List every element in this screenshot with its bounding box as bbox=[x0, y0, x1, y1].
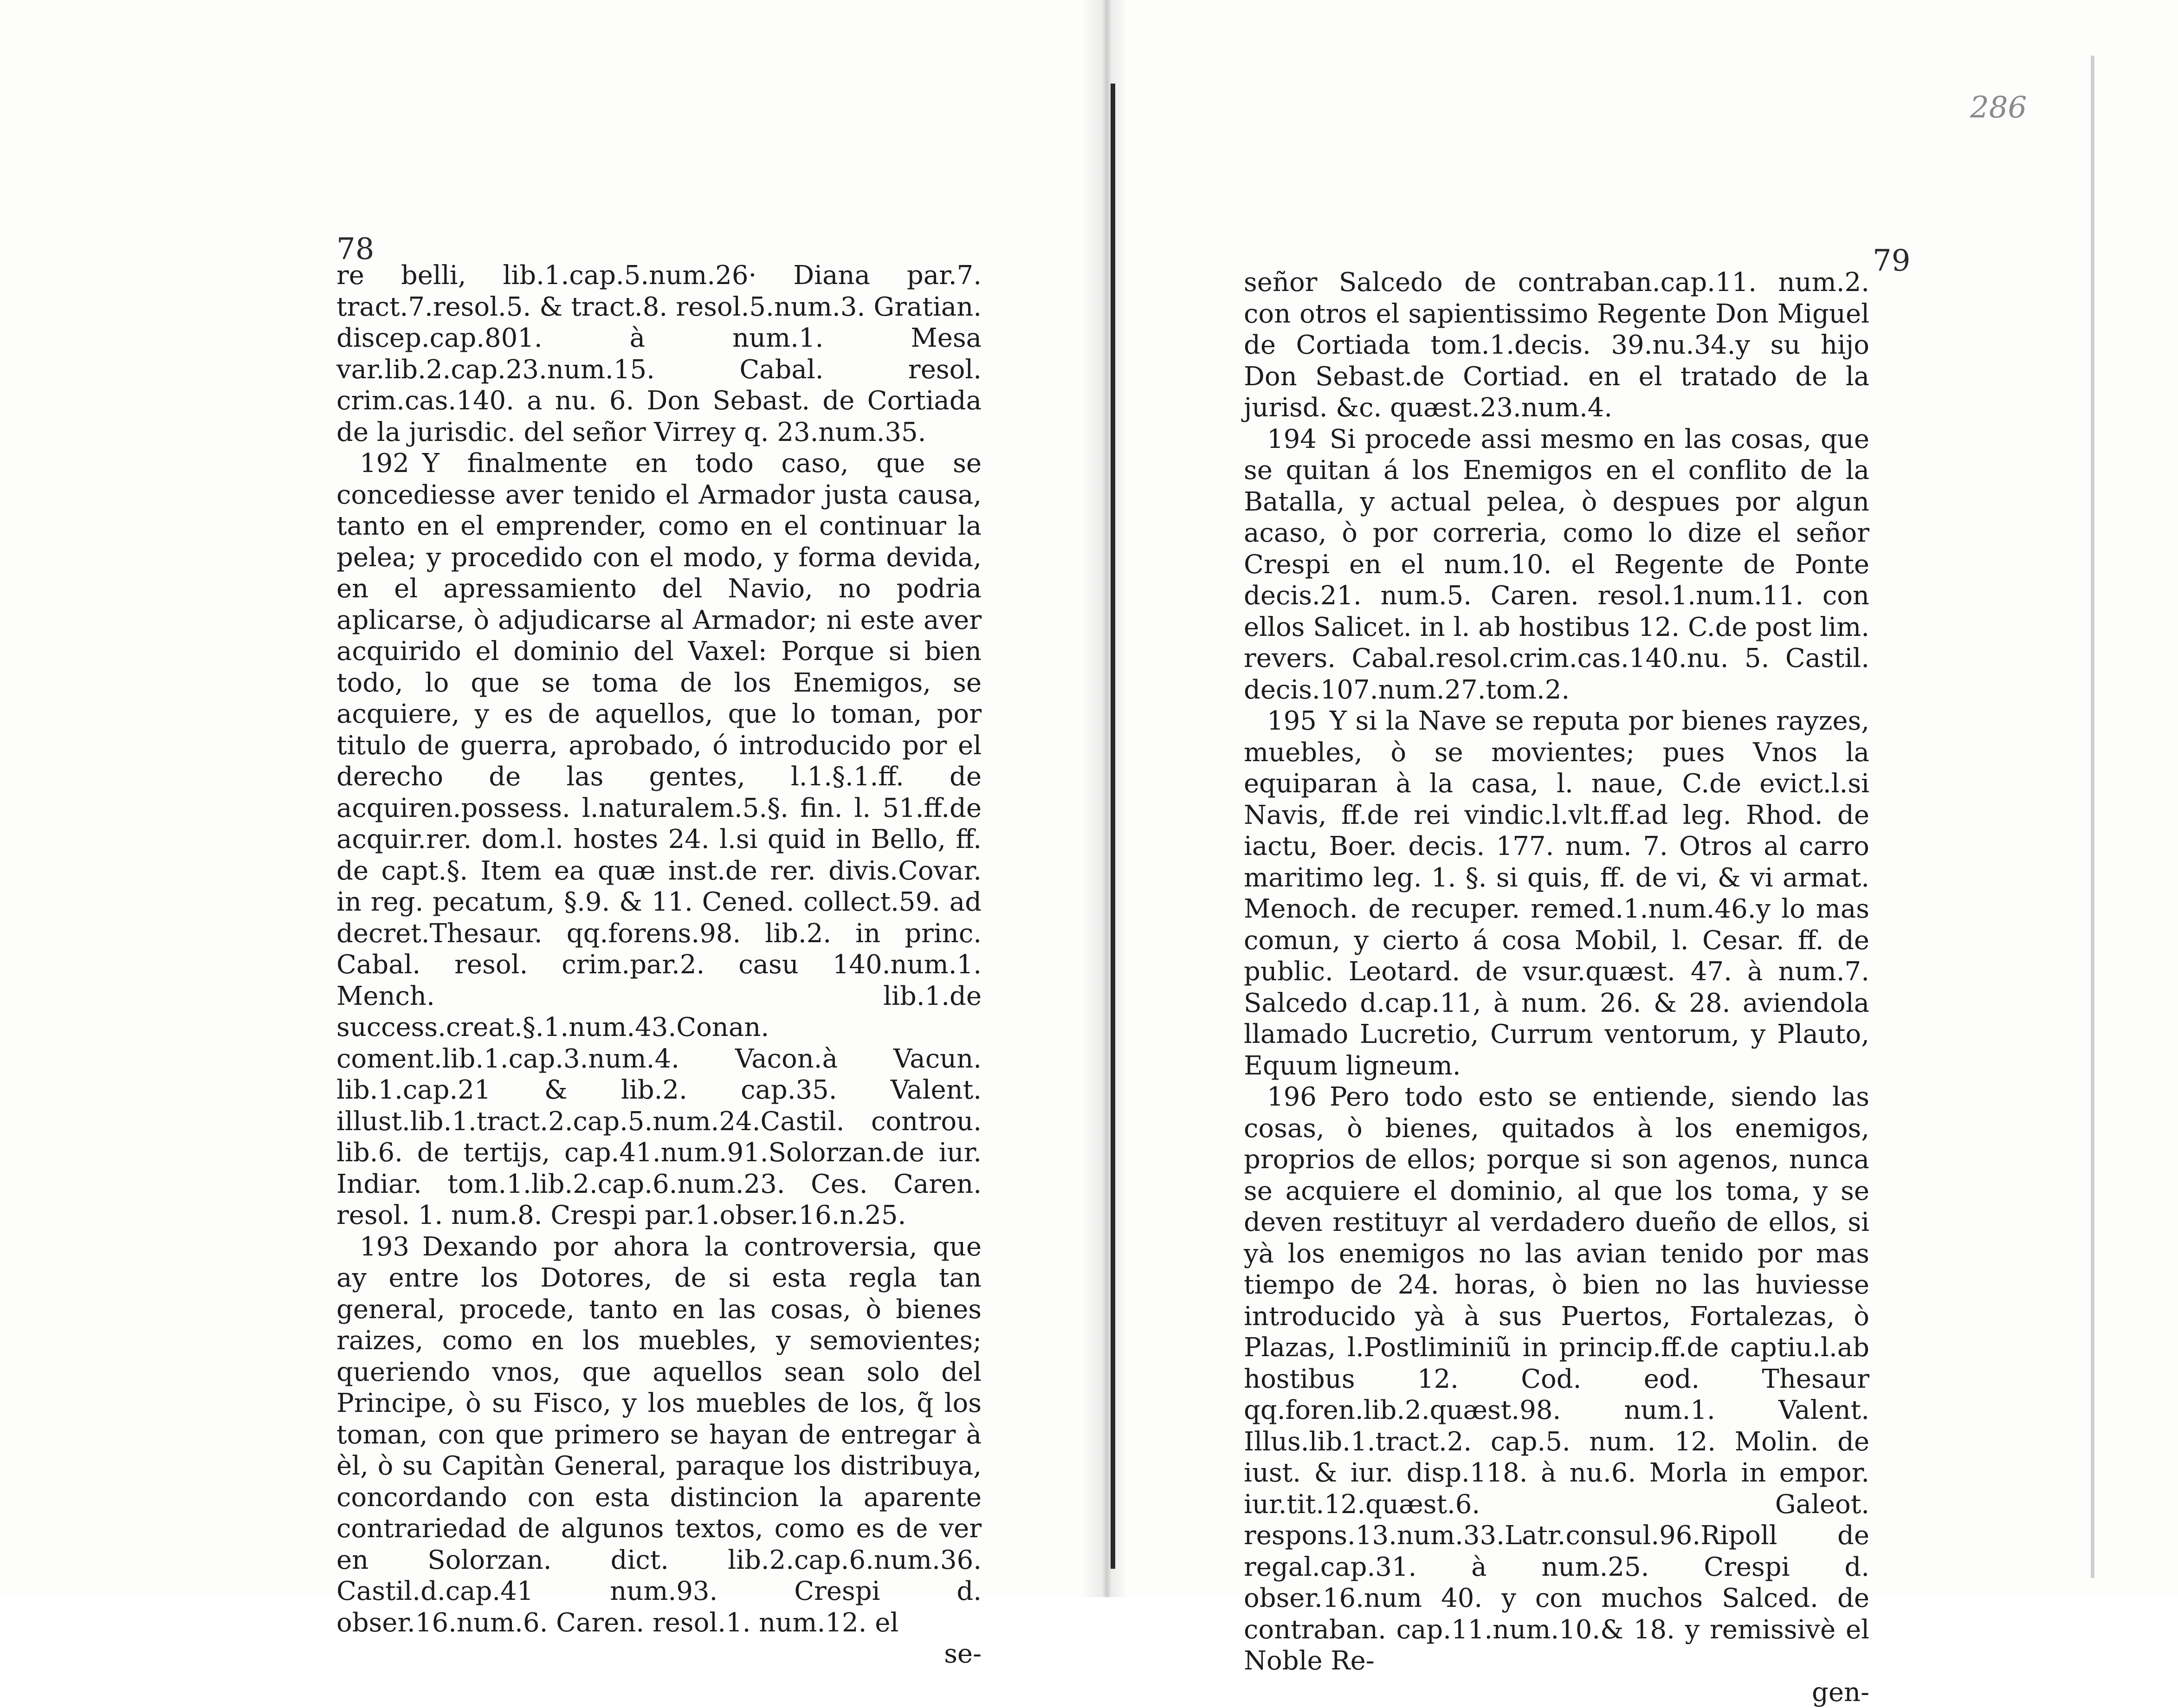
paragraph-text: Y si la Nave se reputa por bienes rayzes, muebles, ò se movientes; pues Vnos la equiparan à la casa, l. naue, C.de evict.l.si Navis, ff.de rei vindic.l.vlt.ff.ad leg. Rhod. de iactu, Boer. decis. 177. num. 7. Otros al carro maritimo leg. 1. §. si quis, ff. de vi, & vi armat. Menoch. de recuper. remed.1.num.46.y lo mas comun, y cierto á cosa Mobil, l. Cesar. ff. de public. Leotard. de vsur.quæst. 47. à num.7. Salcedo d.cap.11, à num. 26. & 28. aviendola llamado Lucretio, Currum ventorum, y Plauto, Equum ligneum. bbox=[1244, 706, 1869, 1081]
paragraph-number: 195 bbox=[1267, 706, 1317, 736]
gutter-line bbox=[1111, 84, 1115, 1569]
right-page-text bbox=[1244, 267, 1869, 1708]
paragraph bbox=[336, 448, 982, 1231]
right-page bbox=[1118, 0, 2093, 1597]
page-number: 79 bbox=[1873, 244, 1910, 278]
paragraph bbox=[336, 1231, 982, 1639]
paragraph-text: Y finalmente en todo caso, que se concediesse aver tenido el Armador justa causa, tanto en el emprender, como en el continuar la pelea; y procedido con el modo, y forma devida, en el apressamiento del Navio, no podria aplicarse, ò adjudicarse al Armador; ni este aver acquirido el dominio del Vaxel: Porque si bien todo, lo que se toma de los Enemigos, se acquiere, y es de aquellos, que lo toman, por titulo de guerra, aprobado, ó introducido por el derecho de las gentes, l.1.§.1.ff. de acquiren.possess. l.naturalem.5.§. fin. l. 51.ff.de acquir.rer. dom.l. hostes 24. l.si quid in Bello, ff. de capt.§. Item ea quæ inst.de rer. divis.Covar. in reg. pecatum, §.9. & 11. Cened. collect.59. ad decret.Thesaur. qq.forens.98. lib.2. in princ. Cabal. resol. crim.par.2. casu 140.num.1. Mench. lib.1.de success.creat.§.1.num.43.Conan. coment.lib.1.cap.3.num.4. Vacon.à Vacun. lib.1.cap.21 & lib.2. cap.35. Valent. illust.lib.1.tract.2.cap.5.num.24.Castil. controu. lib.6. de tertijs, cap.41.num.91.Solorzan.de iur. Indiar. tom.1.lib.2.cap.6.num.23. Ces. Caren. resol. 1. num.8. Crespi par.1.obser.16.n.25. bbox=[336, 448, 982, 1230]
paragraph bbox=[1244, 1081, 1869, 1677]
paragraph-text: Pero todo esto se entiende, siendo las cosas, ò bienes, quitados à los enemigos, proprios de ellos; porque si son agenos, nunca se acquiere el dominio, al que los toma, y se deven restituyr al verdadero dueño de ellos, si yà los enemigos no las avian tenido por mas tiempo de 24. horas, ò bien no las huviesse introducido yà à sus Puertos, Fortalezas, ò Plazas, l.Postliminiũ in princip.ff.de captiu.l.ab hostibus 12. Cod. eod. Thesaur qq.foren.lib.2.quæst.98. num.1. Valent. Illus.lib.1.tract.2. cap.5. num. 12. Molin. de iust. & iur. disp.118. à nu.6. Morla in empor. iur.tit.12.quæst.6. Galeot. respons.13.num.33.Latr.consul.96.Ripoll de regal.cap.31. à num.25. Crespi d. obser.16.num 40. y con muchos Salced. de contraban. cap.11.num.10.& 18. y remissivè el Noble Re- bbox=[1244, 1082, 1869, 1676]
paragraph-number: 196 bbox=[1267, 1082, 1317, 1112]
paragraph-number: 192 bbox=[360, 448, 409, 479]
paragraph-text: señor Salcedo de contraban.cap.11. num.2. con otros el sapientissimo Regente Don Miguel de Cortiada tom.1.decis. 39.nu.34.y su hijo Don Sebast.de Cortiad. en el tratado de la jurisd. &c. quæst.23.num.4. bbox=[1244, 267, 1869, 423]
paragraph-text: re belli, lib.1.cap.5.num.26· Diana par.7. tract.7.resol.5. & tract.8. resol.5.num.3. Gratian. discep.cap.801. à num.1. Mesa var.lib.2.cap.23.num.15. Cabal. resol. crim.cas.140. a nu. 6. Don Sebast. de Cortiada de la jurisdic. del señor Virrey q. 23.num.35. bbox=[336, 260, 982, 447]
paragraph bbox=[1244, 267, 1869, 424]
paragraph-number: 193 bbox=[360, 1232, 409, 1262]
folio-number: 286 bbox=[1970, 91, 2027, 125]
paragraph bbox=[1244, 705, 1869, 1081]
paragraph-text: Dexando por ahora la controversia, que ay entre los Dotores, de si esta regla tan general, procede, tanto en las cosas, ò bienes raizes, como en los muebles, y semovientes; queriendo vnos, que aquellos sean solo del Principe, ò su Fisco, y los muebles de los, q̃ los toman, con que primero se hayan de entregar à èl, ò su Capitàn General, paraque los distribuya, concordando con esta distincion la aparente contrariedad de algunos textos, como es de ver en Solorzan. dict. lib.2.cap.6.num.36. Castil.d.cap.41 num.93. Crespi d. obser.16.num.6. Caren. resol.1. num.12. el bbox=[336, 1232, 982, 1638]
catchword: se- bbox=[336, 1638, 982, 1670]
page-number: 78 bbox=[336, 232, 374, 266]
paragraph bbox=[1244, 424, 1869, 706]
paragraph bbox=[336, 260, 982, 448]
paragraph-text: Si procede assi mesmo en las cosas, que se quitan á los Enemigos en el conflito de la Batalla, y actual pelea, ò despues por algun acaso, ò por correria, como lo dize el señor Crespi en el num.10. el Regente de Ponte decis.21. num.5. Caren. resol.1.num.11. con ellos Salicet. in l. ab hostibus 12. C.de post lim. revers. Cabal.resol.crim.cas.140.nu. 5. Castil. decis.107.num.27.tom.2. bbox=[1244, 424, 1869, 705]
paragraph-number: 194 bbox=[1267, 424, 1317, 454]
catchword: gen- bbox=[1244, 1677, 1869, 1708]
left-page-text bbox=[336, 260, 982, 1670]
left-page bbox=[0, 0, 1109, 1597]
